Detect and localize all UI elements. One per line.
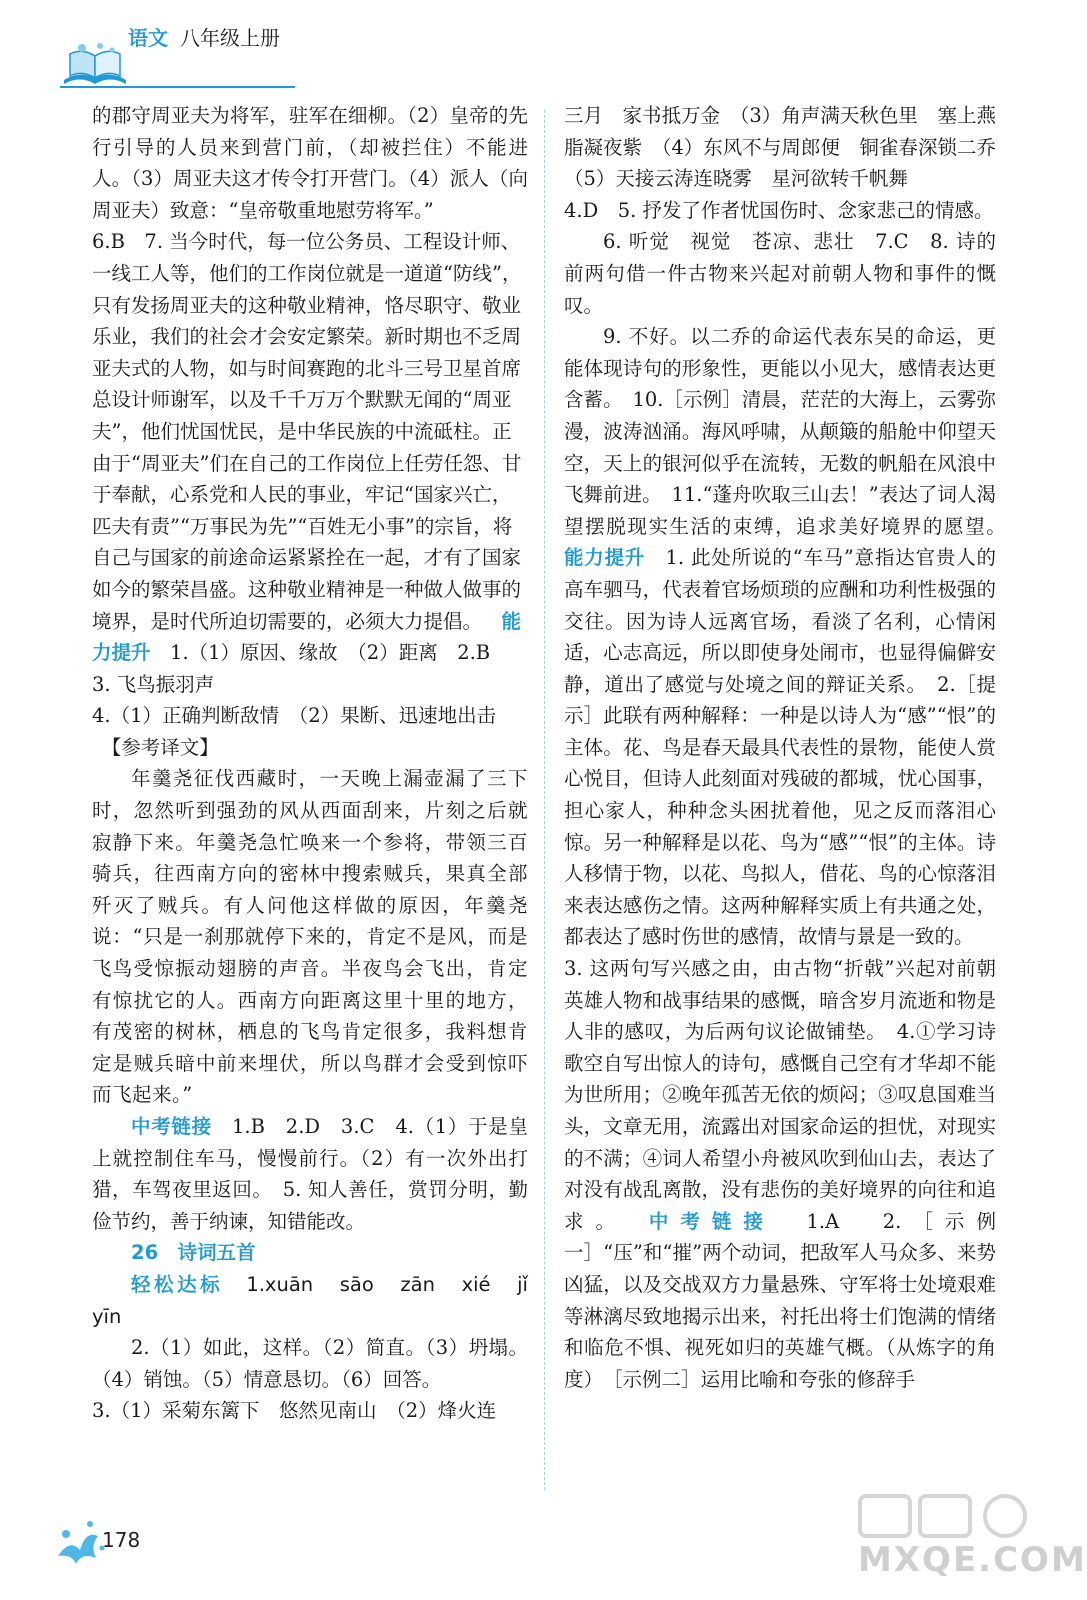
answer-paragraph: 的郡守周亚夫为将军，驻军在细柳。（2）皇帝的先行引导的人员来到营门前，（却被拦住）不能进人。（3）周亚夫这才传令打开营门。（4）派人（向周亚夫）致意：“皇帝敬重地慰劳将军。” xyxy=(92,104,528,222)
section-tag-ability: 能力提升 xyxy=(564,546,646,570)
translation-heading: 【参考译文】 xyxy=(101,735,219,759)
translation-text: 年羹尧征伐西藏时，一天晚上漏壶漏了三下时，忽然听到强劲的风从西面刮来，片刻之后就寂静下来。年羹尧急忙唤来一个参将，带领三百骑兵，往西南方向的密林中搜索贼兵，果真全部歼灭了贼兵。有人问他这样做的原因，年羹尧说：“只是一刹那就停下来的，肯定不是风，而是飞鸟受惊振动翅膀的声音。半夜鸟会飞出，肯定有惊扰它的人。西南方向距离这里十里的地方，有茂密的树林，栖息的飞鸟肯定很多，我料想肯定是贼兵暗中前来埋伏，所以鸟群才会受到惊吓而飞起来。” xyxy=(92,767,528,1107)
answer-paragraph xyxy=(564,321,996,953)
section-tag-exam: 中考链接 xyxy=(648,1209,775,1233)
answer-inline: 1.（1）原因、缘故 （2）距离 2.B 3. 飞鸟振羽声 xyxy=(92,641,510,696)
column-divider xyxy=(544,110,545,1490)
answer-paragraph: 3.（1）采菊东篱下 悠然见南山 （2）烽火连 xyxy=(92,1399,497,1423)
section-tag-exam: 中考链接 xyxy=(131,1115,212,1138)
answer-inline: 9. 不好。以二乔的命运代表东吴的命运，更能体现诗句的形象性，更能以小见大，感情表达更含蓄。 10.［示例］清晨，茫茫的大海上，云雾弥漫，波涛汹涌。海风呼啸，从颠簸的船舱中仰望天空，天上的银河似乎在流转，无数的帆船在风浪中飞舞前进。 11.“蓬舟吹取三山去！”表达了词人渴望摆脱现实生活的束缚，追求美好境界的愿望。 xyxy=(564,325,996,538)
lesson-title xyxy=(92,1237,528,1269)
answer-paragraph: 2.（1）如此，这样。（2）简直。（3）坍塌。（4）销蚀。（5）情意恳切。（6）回答。 xyxy=(92,1336,528,1391)
answer-paragraph: 6.B 7. 当今时代，每一位公务员、工程设计师、一线工人等，他们的工作岗位就是一道道“防线”，只有发扬周亚夫的这种敬业精神，恪尽职守、敬业乐业，我们的社会才会安定繁荣。新时期也不乏周亚夫式的人物，如与时间赛跑的北斗三号卫星首席总设计师谢军，以及千千万万个默默无闻的“周亚夫”，他们忧国忧民，是中华民族的中流砥柱。正由于“周亚夫”们在自己的工作岗位上任劳任怨、甘于奉献，心系党和人民的事业，牢记“国家兴亡，匹夫有责”“万事民为先”“百姓无小事”的宗旨，将自己与国家的前途命运紧紧拴在一起，才有了国家如今的繁荣昌盛。这种敬业精神是一种做人做事的境界，是时代所迫切需要的，必须大力提倡。 xyxy=(92,230,522,633)
header-rule xyxy=(60,86,295,88)
answer-inline: 1. 此处所说的“车马”意指达官贵人的高车驷马，代表着官场烦琐的应酬和功利性极强的交往。因为诗人远离官场，看淡了名利，心情闲适，心志高远，所以即使身处闹市，也显得偏僻安静，道出了感觉与处境之间的辩证关系。 2.［提示］此联有两种解释：一种是以诗人为“感”“恨”的主体。花、鸟是春天最具代表性的景物，能使人赏心悦目，但诗人此刻面对残破的都城，忧心国事，担心家人，种种念头困扰着他，见之反而落泪心惊。另一种解释是以花、鸟为“感”“恨”的主体。诗人移情于物，以花、鸟拟人，借花、鸟的心惊落泪来表达感伤之情。这两种解释实质上有共通之处，都表达了感时伤世的感情，故情与景是一致的。 xyxy=(564,546,996,949)
lesson-title-text: 26 诗词五首 xyxy=(131,1241,256,1265)
answer-inline: 3. 这两句写兴感之由，由古物“折戟”兴起对前朝英雄人物和战事结果的感慨，暗含岁月流逝和物是人非的感叹，为后两句议论做铺垫。 4.①学习诗歌空自写出惊人的诗句，感慨自己空有才华却不能为世所用；②晚年孤苦无依的烦闷；③叹息国难当头，文章无用，流露出对国家命运的担忧，对现实的不满；④词人希望小舟被风吹到仙山去，表达了对没有战乱离散，没有悲伤的美好境界的向往和追求。 xyxy=(564,957,996,1233)
answer-paragraph: 4.D 5. 抒发了作者忧国伤时、念家悲己的情感。 xyxy=(564,198,994,222)
watermark-text: MXQE.COM xyxy=(858,1540,1087,1580)
section-tag-easy: 轻松达标 xyxy=(131,1272,224,1296)
header-grade: 八年级上册 xyxy=(180,26,280,50)
exam-link-paragraph xyxy=(92,1111,528,1237)
book-logo-icon xyxy=(60,40,130,88)
answer-paragraph xyxy=(564,953,996,1395)
splash-decoration-icon xyxy=(52,1516,108,1568)
answer-paragraph: 6. 听觉 视觉 苍凉、悲壮 7.C 8. 诗的前两句借一件古物来兴起对前朝人物和事件的慨叹。 xyxy=(564,230,996,317)
right-column xyxy=(564,100,1016,1395)
pinyin-answers: 1.xuān sāo zān xié jǐ yīn xyxy=(92,1272,548,1328)
left-column xyxy=(92,100,548,1427)
section-tag-ability: 能力提升 xyxy=(92,609,522,665)
answer-paragraph: 4.（1）正确判断敌情 （2）果断、迅速地出击 xyxy=(92,704,497,728)
page-number: 178 xyxy=(102,1528,141,1552)
answer-paragraph: 三月 家书抵万金 （3）角声满天秋色里 塞上燕脂凝夜紫 （4）东风不与周郎便 铜雀春深锁二乔 （5）天接云涛连晓雾 星河欲转千帆舞 xyxy=(564,104,1016,191)
header-subject: 语文 xyxy=(128,26,168,50)
answer-inline: 1.B 2.D 3.C 4.（1）于是皇上就控制住车马，慢慢前行。（2）有一次外出打猎，车驾夜里返回。 5. 知人善任，赏罚分明，勤俭节约，善于纳谏，知错能改。 xyxy=(92,1115,528,1233)
answer-inline: 1.A 2.［示例一］“压”和“摧”两个动词，把敌军人马众多、来势凶猛，以及交战双方力量悬殊、守军将士处境艰难等淋漓尽致地揭示出来，衬托出将士们饱满的情绪和临危不惧、视死如归的英雄气概。（从炼字的角度） ［示例二］运用比喻和夸张的修辞手 xyxy=(564,1209,996,1391)
easy-paragraph xyxy=(92,1269,548,1332)
